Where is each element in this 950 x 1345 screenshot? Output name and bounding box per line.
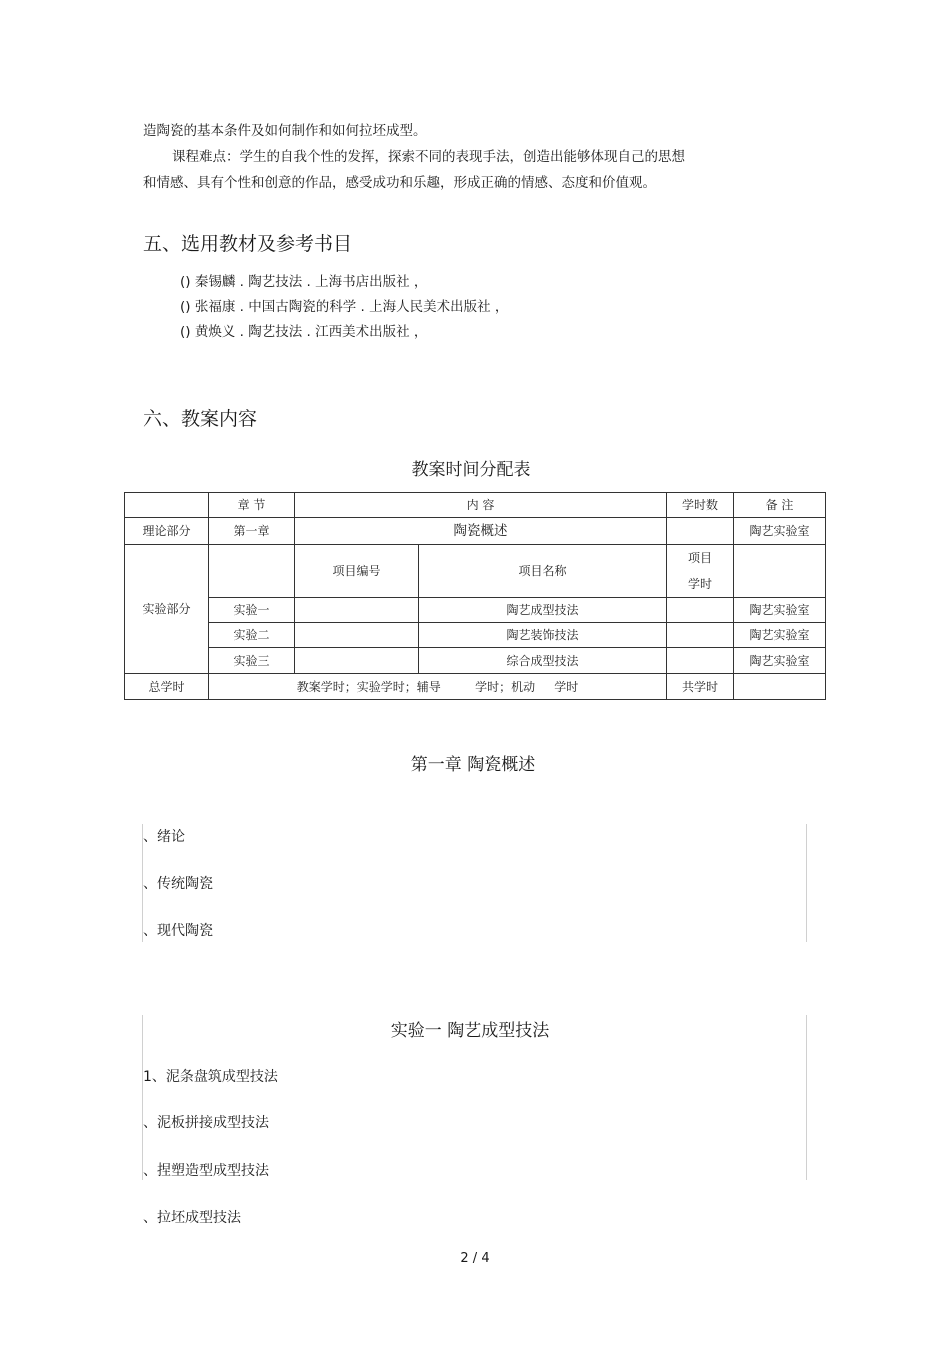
total-content: 教案学时；实验学时；辅导 学时；机动 学时 <box>209 674 667 700</box>
time-allocation-table <box>124 492 826 700</box>
total-label: 总学时 <box>125 674 209 700</box>
page-number: 2 / 4 <box>460 1251 490 1266</box>
experiment-1-item: 1、泥条盘筑成型技法 <box>143 1069 278 1085</box>
experiment-1-item: 、捏塑造型成型技法 <box>143 1163 269 1179</box>
section-5-heading: 五、选用教材及参考书目 <box>143 233 353 255</box>
experiment-row <box>125 598 826 623</box>
experiment-number <box>295 598 419 623</box>
section-6-heading: 六、教案内容 <box>143 408 258 430</box>
table-corner-cell <box>125 493 209 518</box>
experiment-number <box>295 648 419 674</box>
table-header-row <box>125 493 826 518</box>
experiment-chapter: 实验二 <box>209 623 295 648</box>
reference-item: () 张福康 . 中国古陶瓷的科学 . 上海人民美术出版社 ， <box>180 299 509 315</box>
chapter-1-title: 第一章 陶瓷概述 <box>410 755 536 775</box>
experiment-name: 陶艺装饰技法 <box>419 623 667 648</box>
subheader-name: 项目名称 <box>419 545 667 598</box>
table-title: 教案时间分配表 <box>411 460 531 480</box>
header-content: 内 容 <box>295 493 667 518</box>
intro-line-1: 造陶瓷的基本条件及如何制作和如何拉坯成型。 <box>143 123 427 139</box>
experiment-row <box>125 623 826 648</box>
experiment-notes: 陶艺实验室 <box>734 623 826 648</box>
experiment-subheader-notes <box>734 545 826 598</box>
experiment-hours <box>667 648 734 674</box>
total-row <box>125 674 826 700</box>
theory-hours <box>667 518 734 545</box>
intro-line-3: 和情感、具有个性和创意的作品，感受成功和乐趣，形成正确的情感、态度和价值观。 <box>143 175 656 191</box>
theory-chapter: 第一章 <box>209 518 295 545</box>
theory-row <box>125 518 826 545</box>
experiment-1-item: 、拉坯成型技法 <box>143 1210 241 1226</box>
experiment-name: 陶艺成型技法 <box>419 598 667 623</box>
chapter-1-right-rule <box>806 824 807 942</box>
theory-notes: 陶艺实验室 <box>734 518 826 545</box>
theory-content: 陶瓷概述 <box>295 518 667 545</box>
experiment-label: 实验部分 <box>125 545 209 674</box>
experiment-notes: 陶艺实验室 <box>734 598 826 623</box>
experiment-1-title: 实验一 陶艺成型技法 <box>390 1021 550 1041</box>
experiment-notes: 陶艺实验室 <box>734 648 826 674</box>
experiment-row <box>125 648 826 674</box>
reference-item: () 秦锡麟 . 陶艺技法 . 上海书店出版社 ， <box>180 274 428 290</box>
header-notes: 备 注 <box>734 493 826 518</box>
experiment-subheader-row <box>125 545 826 598</box>
intro-line-2: 课程难点：学生的自我个性的发挥，探索不同的表现手法，创造出能够体现自己的思想 <box>172 149 685 165</box>
reference-item: () 黄焕义 . 陶艺技法 . 江西美术出版社 ， <box>180 324 428 340</box>
theory-label: 理论部分 <box>125 518 209 545</box>
chapter-1-item: 、绪论 <box>143 829 185 845</box>
header-chapter: 章 节 <box>209 493 295 518</box>
experiment-subheader-chapter <box>209 545 295 598</box>
subheader-hours <box>667 545 734 598</box>
experiment-hours <box>667 598 734 623</box>
chapter-1-item: 、现代陶瓷 <box>143 923 213 939</box>
experiment-hours <box>667 623 734 648</box>
subheader-number: 项目编号 <box>295 545 419 598</box>
total-notes <box>734 674 826 700</box>
experiment-chapter: 实验一 <box>209 598 295 623</box>
subheader-hours-line2: 学时 <box>688 577 713 591</box>
header-hours: 学时数 <box>667 493 734 518</box>
experiment-1-item: 、泥板拼接成型技法 <box>143 1115 269 1131</box>
experiment-number <box>295 623 419 648</box>
subheader-hours-line1: 项目 <box>688 551 713 565</box>
chapter-1-item: 、传统陶瓷 <box>143 876 213 892</box>
total-hours: 共学时 <box>667 674 734 700</box>
experiment-chapter: 实验三 <box>209 648 295 674</box>
experiment-name: 综合成型技法 <box>419 648 667 674</box>
